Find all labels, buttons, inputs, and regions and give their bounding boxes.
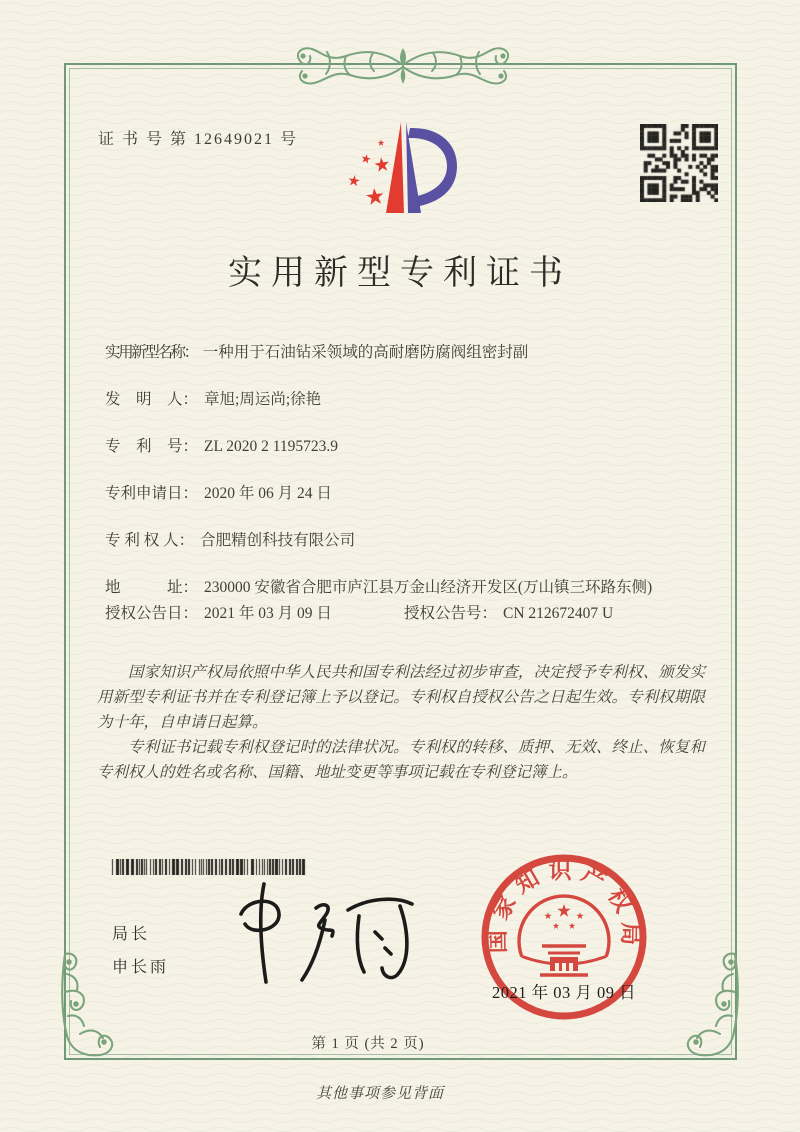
certificate-fields xyxy=(105,340,705,648)
field-row-patent-number xyxy=(105,434,705,460)
field-row-patentee xyxy=(105,528,705,554)
field-label: 地 址： xyxy=(105,579,199,596)
director-title: 局长 xyxy=(112,926,151,943)
field-row-filing-date xyxy=(105,481,705,507)
field-label: 实用新型名称： xyxy=(105,344,197,361)
field-value: 230000 安徽省合肥市庐江县万金山经济开发区(万山镇三环路东侧) xyxy=(204,579,653,596)
cnipa-logo-icon xyxy=(344,114,466,226)
field-row-address xyxy=(105,575,705,601)
certificate-number: 证 书 号 第 12649021 号 xyxy=(98,131,299,148)
legal-paragraph: 国家知识产权局依照中华人民共和国专利法经过初步审查，决定授予专利权、颁发实用新型专利证书并在专利登记簿上予以登记。专利权自授权公告之日起生效。专利权期限为十年，自申请日起算。 xyxy=(97,664,705,731)
legal-text xyxy=(97,660,705,785)
field-value: 合肥精创科技有限公司 xyxy=(200,532,356,549)
seal-text: 国家知识产权局 xyxy=(484,857,644,954)
field-row-name xyxy=(105,340,705,366)
field-label: 授权公告号： xyxy=(404,605,498,622)
field-row-grant xyxy=(105,601,705,627)
field-value: 一种用于石油钻采领域的高耐磨防腐阀组密封副 xyxy=(202,344,529,361)
field-label: 专 利 权 人： xyxy=(105,532,195,549)
top-border-ornament-icon xyxy=(283,40,523,92)
barcode xyxy=(110,859,310,875)
field-value: CN 212672407 U xyxy=(503,605,614,622)
field-label: 专利申请日： xyxy=(105,485,199,502)
back-note: 其他事项参见背面 xyxy=(315,1086,444,1102)
field-label: 发 明 人： xyxy=(105,391,199,408)
field-label: 专 利 号： xyxy=(105,438,199,455)
field-value: 章旭;周运尚;徐艳 xyxy=(204,391,322,408)
seal-date: 2021 年 03 月 09 日 xyxy=(492,983,637,1002)
director-name: 申长雨 xyxy=(112,959,170,976)
field-value: 2020 年 06 月 24 日 xyxy=(204,485,332,502)
page-number: 第 1 页 (共 2 页) xyxy=(311,1036,425,1052)
field-label: 授权公告日： xyxy=(105,605,199,622)
field-value: 2021 年 03 月 09 日 xyxy=(204,605,332,622)
field-value: ZL 2020 2 1195723.9 xyxy=(204,438,339,455)
certificate-title: 实用新型专利证书 xyxy=(228,255,572,292)
national-emblem-icon xyxy=(519,896,609,975)
legal-paragraph: 专利证书记载专利权登记时的法律状况。专利权的转移、质押、无效、终止、恢复和专利权人的姓名或名称、国籍、地址变更等事项记载在专利登记簿上。 xyxy=(97,739,705,781)
corner-flourish-right-icon xyxy=(676,950,742,1062)
director-signature xyxy=(228,880,420,988)
grant-number-pair xyxy=(404,601,613,627)
qr-code xyxy=(640,124,718,202)
field-row-inventors xyxy=(105,387,705,413)
